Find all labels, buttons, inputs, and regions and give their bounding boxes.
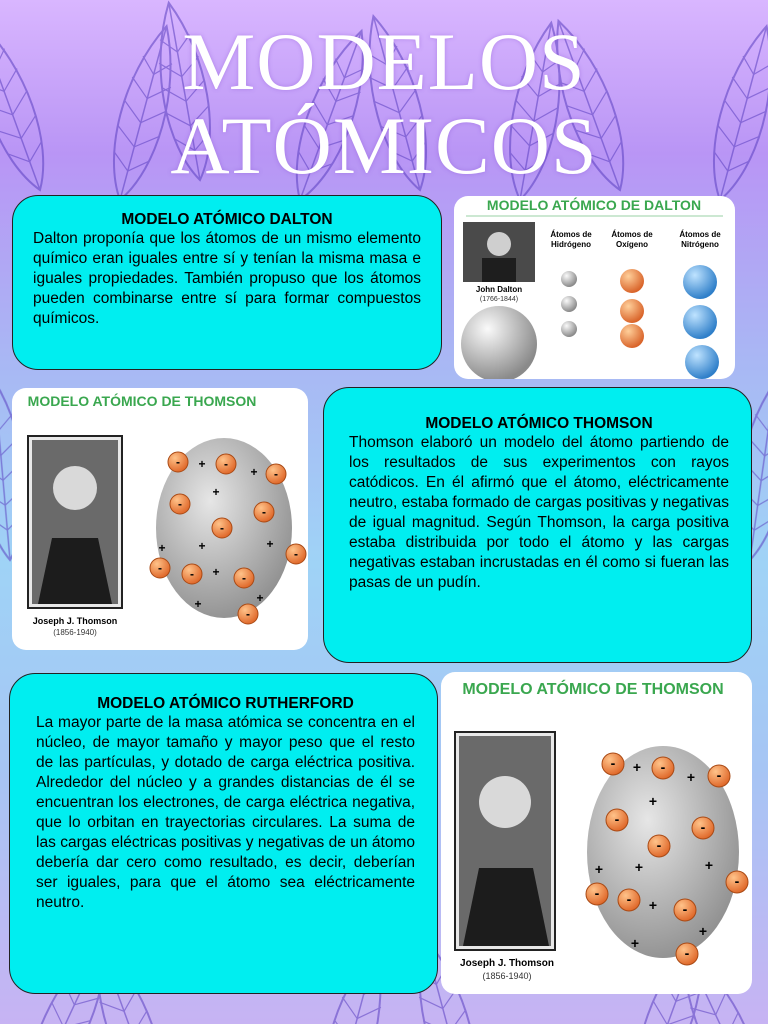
nitrogen-label-1: Átomos de (679, 230, 721, 239)
oxygen-label-1: Átomos de (611, 230, 653, 239)
thomson-card-heading-2: MODELO ATÓMICO DE THOMSON (462, 681, 724, 698)
minus-sign: - (178, 497, 182, 511)
minus-sign: - (734, 873, 740, 889)
thomson-name: Joseph J. Thomson (32, 616, 118, 626)
page-title-line1: MODELOS (182, 16, 586, 107)
minus-sign: - (682, 901, 688, 917)
minus-sign: - (294, 547, 298, 561)
minus-sign: - (224, 457, 228, 471)
minus-sign: - (626, 891, 632, 907)
nitrogen-atom (683, 265, 717, 299)
minus-sign: - (684, 945, 690, 961)
thomson-model-image-2 (441, 672, 752, 994)
minus-sign: - (262, 505, 266, 519)
thomson-heading: MODELO ATÓMICO THOMSON (425, 415, 653, 432)
thomson-years-2: (1856-1940) (482, 971, 532, 981)
minus-sign: - (220, 521, 224, 535)
minus-sign: - (594, 885, 600, 901)
thomson-card-heading: MODELO ATÓMICO DE THOMSON (27, 393, 257, 409)
oxygen-atom (620, 299, 644, 323)
oxygen-atom (620, 269, 644, 293)
plus-sign: + (630, 935, 640, 951)
hydrogen-label-1: Átomos de (550, 230, 592, 239)
nitrogen-atom (683, 305, 717, 339)
plus-sign: + (198, 457, 206, 471)
plus-sign: + (212, 565, 220, 579)
thomson-name-2: Joseph J. Thomson (460, 958, 554, 969)
minus-sign: - (716, 767, 722, 783)
dalton-body: Dalton proponía que los átomos de un mismo elemento químico eran iguales entre sí y tenían la misma masa e iguales propiedades. También propuso que los átomos pueden combinarse entre sí para formar compuestos químicos. (33, 230, 421, 327)
minus-sign: - (242, 571, 246, 585)
minus-sign: - (176, 455, 180, 469)
plus-sign: + (704, 857, 714, 873)
minus-sign: - (246, 607, 250, 621)
dalton-sphere (461, 306, 537, 379)
minus-sign: - (274, 467, 278, 481)
rutherford-body: La mayor parte de la masa atómica se concentra en el núcleo, de mayor tamaño y mayor peso que el resto de las partículas, y dotado de carga eléctrica positiva. Alrededor del núcleo y a grandes distancias de él se encuentran los electrones, de carga eléctrica negativa, que lo orbitan en trayectorias circulares. La suma de las cargas eléctricas positivas y negativas de un átomo debería dar cero como resultado, es decir, deberían ser iguales, para que el átomo sea eléctricamente neutro. (36, 714, 415, 911)
oxygen-atom (620, 324, 644, 348)
plus-sign: + (266, 537, 274, 551)
minus-sign: - (700, 819, 706, 835)
dalton-heading: MODELO ATÓMICO DALTON (121, 211, 333, 228)
thomson-years: (1856-1940) (53, 628, 97, 637)
minus-sign: - (190, 567, 194, 581)
plus-sign: + (594, 861, 604, 877)
plus-sign: + (158, 541, 166, 555)
plus-sign: + (212, 485, 220, 499)
nitrogen-atom (685, 345, 719, 379)
hydrogen-atom (561, 271, 577, 287)
minus-sign: - (656, 837, 662, 853)
hydrogen-atom (561, 296, 577, 312)
plus-sign: + (698, 923, 708, 939)
plus-sign: + (250, 465, 258, 479)
dalton-model-image (454, 196, 735, 379)
thomson-body: Thomson elaboró un modelo del átomo partiendo de los resultados de sus experimentos con rayos catódicos. En él afirmó que el átomo, eléctricamente neutro, estaba formado de cargas positivas y negativas de igual magnitud. Según Thomson, la carga positiva estaba distribuida por todo el átomo y las cargas negativas estaban incrustadas en él como si fueran las pasas de un pudín. (349, 434, 729, 591)
hydrogen-atom (561, 321, 577, 337)
dalton-years: (1766-1844) (479, 296, 519, 303)
minus-sign: - (614, 811, 620, 827)
plus-sign: + (194, 597, 202, 611)
oxygen-label-2: Oxígeno (615, 240, 649, 249)
plus-sign: + (648, 793, 658, 809)
rutherford-text-box (9, 673, 438, 994)
page-title-line2: ATÓMICOS (170, 100, 598, 191)
plus-sign: + (634, 859, 644, 875)
rutherford-heading: MODELO ATÓMICO RUTHERFORD (97, 695, 354, 712)
minus-sign: - (610, 755, 616, 771)
plus-sign: + (686, 769, 696, 785)
plus-sign: + (648, 897, 658, 913)
plus-sign: + (256, 591, 264, 605)
plus-sign: + (198, 539, 206, 553)
dalton-name: John Dalton (475, 285, 523, 294)
minus-sign: - (158, 561, 162, 575)
dalton-text-box (12, 195, 442, 370)
thomson-text-box (323, 387, 752, 663)
plus-sign: + (632, 759, 642, 775)
minus-sign: - (660, 759, 666, 775)
thomson-model-image (12, 388, 308, 650)
nitrogen-label-2: Nitrógeno (681, 240, 719, 249)
hydrogen-label-2: Hidrógeno (551, 240, 591, 249)
dalton-card-heading: MODELO ATÓMICO DE DALTON (486, 197, 702, 213)
